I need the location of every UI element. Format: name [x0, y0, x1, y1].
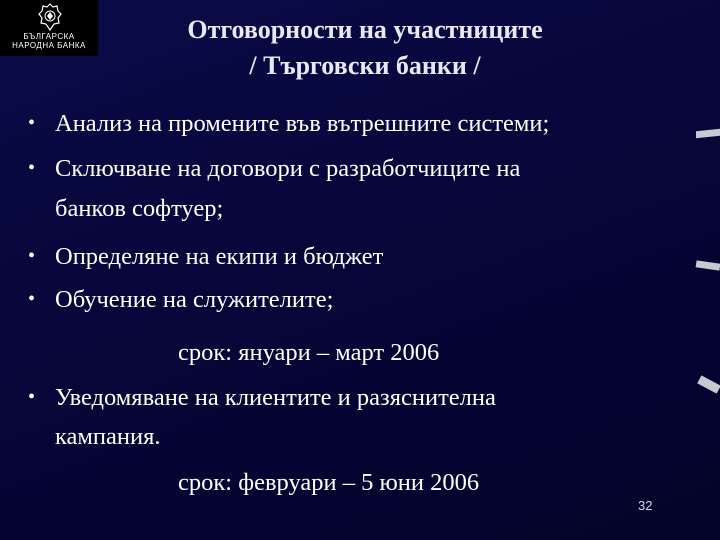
bullet-text: Определяне на екипи и бюджет	[55, 243, 384, 270]
logo	[0, 0, 98, 56]
logo-text-line1: БЪЛГАРСКА	[23, 32, 75, 41]
deadline-notification: срок: февруари – 5 юни 2006	[178, 469, 480, 496]
logo-text-line2: НАРОДНА БАНКА	[12, 41, 86, 50]
bullet-text: Анализ на промените във вътрешните системи;	[55, 110, 550, 137]
page-number: 32	[638, 498, 653, 513]
bullet-dot: •	[28, 157, 36, 179]
decorative-edge-mark	[697, 375, 720, 393]
title-line2: / Търговски банки /	[249, 51, 481, 80]
title-line1: Отговорности на участниците	[187, 15, 543, 44]
slide-title	[150, 12, 580, 84]
decorative-edge-mark	[696, 260, 720, 270]
decorative-edge-mark	[696, 129, 720, 139]
bullet-text: Уведомяване на клиентите и разяснителна	[55, 384, 496, 411]
crest-icon	[38, 3, 62, 31]
bullet-text: Обучение на служителите;	[55, 286, 334, 313]
deadline-training: срок: януари – март 2006	[178, 339, 440, 366]
bullet-dot: •	[28, 245, 36, 267]
bullet-text: Сключване на договори с разработчиците на	[55, 155, 521, 182]
bullet-dot: •	[28, 386, 36, 408]
bullet-dot: •	[28, 112, 36, 134]
bullet-dot: •	[28, 288, 36, 310]
bullet-text: банков софтуер;	[55, 195, 224, 222]
bullet-text: кампания.	[55, 423, 161, 450]
